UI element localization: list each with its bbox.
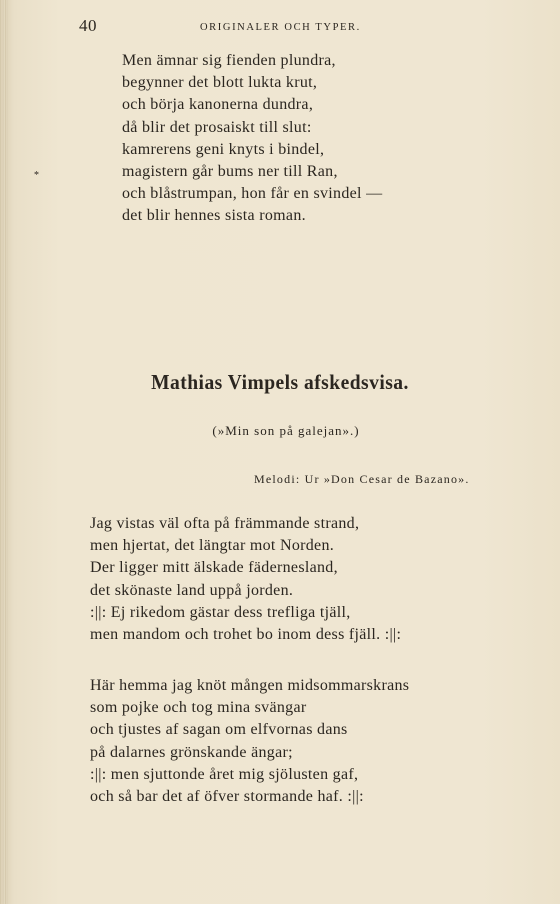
verse-line: Der ligger mitt älskade fädernesland,	[90, 559, 338, 577]
page-number: 40	[79, 16, 97, 35]
verse-line: på dalarnes grönskande ängar;	[90, 743, 293, 761]
verse-line: och så bar det af öfver stormande haf. :||:	[90, 787, 364, 805]
verse-line: men mandom och trohet bo inom dess fjäll. :||:	[90, 625, 402, 643]
song-subtitle: (»Min son på galejan».)	[212, 423, 360, 438]
running-head: ORIGINALER OCH TYPER.	[200, 22, 361, 33]
poem-stanza-continued	[122, 50, 382, 228]
verse-line: och börja kanonerna dundra,	[122, 96, 314, 114]
verse-line: :||: Ej rikedom gästar dess trefliga tjäll,	[90, 603, 351, 621]
page-gutter	[0, 0, 8, 904]
song-stanza-2	[90, 675, 409, 808]
song-title: Mathias Vimpels afskedsvisa.	[151, 370, 409, 394]
verse-line: det blir hennes sista roman.	[122, 207, 306, 225]
verse-line: och tjustes af sagan om elfvornas dans	[90, 721, 348, 739]
verse-line: och blåstrumpan, hon får en svindel —	[122, 185, 383, 203]
verse-line: som pojke och tog mina svängar	[90, 699, 307, 717]
verse-line: men hjertat, det längtar mot Norden.	[90, 537, 335, 555]
verse-line: :||: men sjuttonde året mig sjölusten gaf,	[90, 765, 359, 783]
margin-mark: *	[34, 170, 39, 181]
verse-line: magistern går bums ner till Ran,	[122, 162, 338, 180]
verse-line: Jag vistas väl ofta på främmande strand,	[90, 515, 360, 532]
page-header	[0, 14, 560, 38]
verse-line: då blir det prosaiskt till slut:	[122, 118, 312, 136]
verse-line: det skönaste land uppå jorden.	[90, 581, 294, 599]
verse-line: Här hemma jag knöt mången midsommarskrans	[90, 677, 410, 694]
melody-note: Melodi: Ur »Don Cesar de Bazano».	[254, 472, 470, 486]
verse-line: Men ämnar sig fienden plundra,	[122, 52, 336, 69]
song-stanza-1	[90, 513, 401, 646]
verse-line: kamrerens geni knyts i bindel,	[122, 140, 325, 158]
verse-line: begynner det blott lukta krut,	[122, 74, 318, 92]
